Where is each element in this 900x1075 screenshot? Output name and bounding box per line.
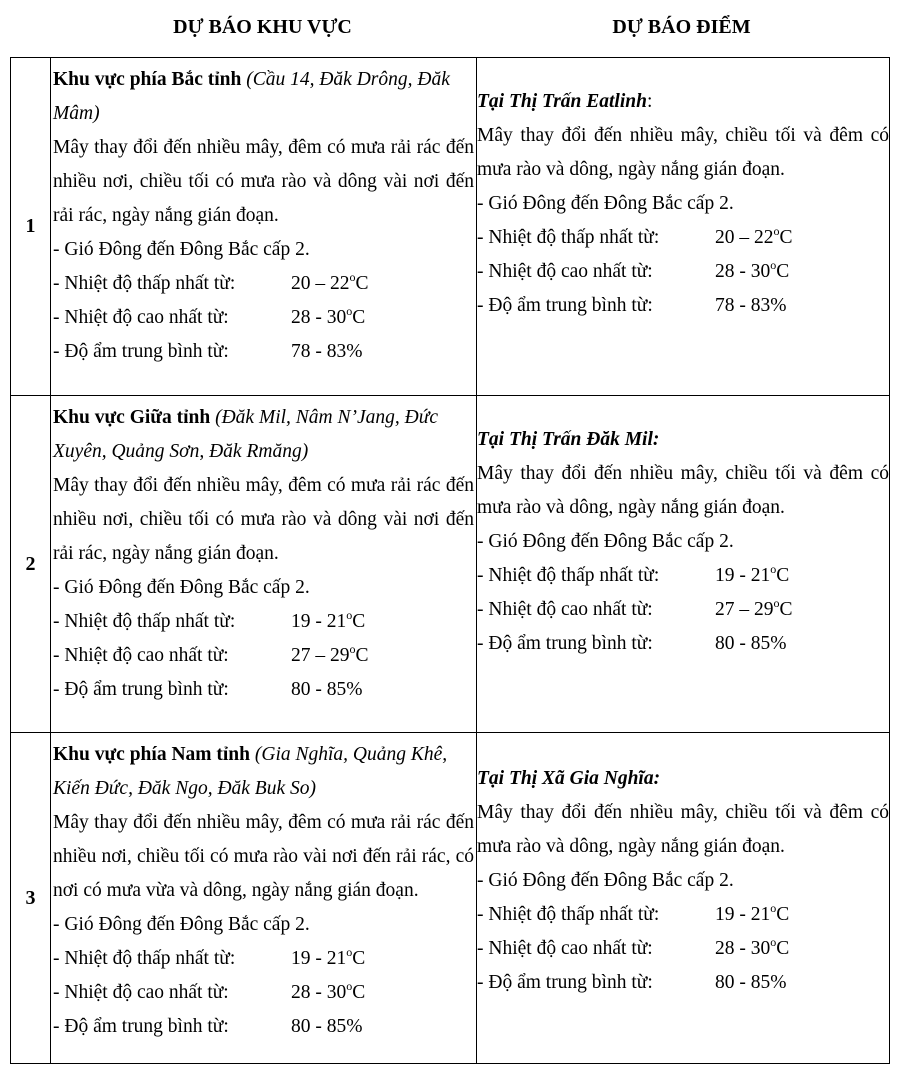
area-forecast-heading: DỰ BÁO KHU VỰC — [173, 16, 352, 38]
area-description: Mây thay đổi đến nhiều mây, đêm có mưa rải rác đến nhiều nơi, chiều tối có mưa rào và dông vài nơi đến rải rác, ngày nắng gián đoạn. — [53, 137, 474, 226]
point-forecast-cell — [477, 396, 890, 733]
max-temp-line: - Nhiệt độ cao nhất từ: 28 - 30$^o$C — [477, 258, 790, 282]
area-heading — [53, 401, 474, 469]
table-row — [11, 58, 890, 396]
point-description: Mây thay đổi đến nhiều mây, chiều tối và đêm có mưa rào và dông, ngày nắng gián đoạn. — [477, 802, 889, 857]
humidity-line: - Độ ẩm trung bình từ: 78 - 83% — [53, 341, 363, 362]
area-heading — [53, 738, 474, 806]
wind-line: - Gió Đông đến Đông Bắc cấp 2. — [477, 193, 734, 214]
wind-line: - Gió Đông đến Đông Bắc cấp 2. — [477, 870, 734, 891]
point-description: Mây thay đổi đến nhiều mây, chiều tối và đêm có mưa rào và dông, ngày nắng gián đoạn. — [477, 125, 889, 180]
point-forecast-cell — [477, 58, 890, 396]
wind-line: - Gió Đông đến Đông Bắc cấp 2. — [53, 239, 310, 260]
row-number: 2 — [11, 396, 51, 733]
wind-line: - Gió Đông đến Đông Bắc cấp 2. — [477, 531, 734, 552]
point-heading: Tại Thị Trấn Đăk Mil: — [477, 429, 660, 450]
area-heading — [53, 63, 474, 131]
area-title: Khu vực phía Nam tỉnh — [53, 744, 250, 765]
point-forecast-heading: DỰ BÁO ĐIỂM — [612, 16, 751, 38]
wind-line: - Gió Đông đến Đông Bắc cấp 2. — [53, 914, 310, 935]
area-title: Khu vực Giữa tỉnh — [53, 407, 211, 428]
humidity-line: - Độ ẩm trung bình từ: 80 - 85% — [477, 972, 787, 993]
max-temp-line: - Nhiệt độ cao nhất từ: 27 – 29$^o$C — [477, 596, 793, 620]
area-forecast-cell — [51, 733, 477, 1064]
min-temp-line: - Nhiệt độ thấp nhất từ: 19 - 21$^o$C — [477, 901, 790, 925]
humidity-line: - Độ ẩm trung bình từ: 80 - 85% — [53, 1016, 363, 1037]
max-temp-line: - Nhiệt độ cao nhất từ: 27 – 29$^o$C — [53, 642, 369, 666]
humidity-line: - Độ ẩm trung bình từ: 78 - 83% — [477, 295, 787, 316]
point-forecast-cell — [477, 733, 890, 1064]
area-forecast-cell — [51, 396, 477, 733]
area-description: Mây thay đổi đến nhiều mây, đêm có mưa rải rác đến nhiều nơi, chiều tối có mưa rào vài nơi đến rải rác, có nơi có mưa vừa và dông, ngày nắng gián đoạn. — [53, 812, 474, 901]
min-temp-line: - Nhiệt độ thấp nhất từ: 19 - 21$^o$C — [53, 945, 366, 969]
row-number: 3 — [11, 733, 51, 1064]
area-description: Mây thay đổi đến nhiều mây, đêm có mưa rải rác đến nhiều nơi, chiều tối có mưa rào và dông vài nơi đến rải rác, ngày nắng gián đoạn. — [53, 475, 474, 564]
humidity-line: - Độ ẩm trung bình từ: 80 - 85% — [53, 679, 363, 700]
row-number: 1 — [11, 58, 51, 396]
point-description: Mây thay đổi đến nhiều mây, chiều tối và đêm có mưa rào và dông, ngày nắng gián đoạn. — [477, 463, 889, 518]
area-forecast-cell — [51, 58, 477, 396]
min-temp-line: - Nhiệt độ thấp nhất từ: 19 - 21$^o$C — [477, 562, 790, 586]
table-row — [11, 733, 890, 1064]
min-temp-line: - Nhiệt độ thấp nhất từ: 20 – 22$^o$C — [477, 224, 793, 248]
max-temp-line: - Nhiệt độ cao nhất từ: 28 - 30$^o$C — [53, 304, 366, 328]
humidity-line: - Độ ẩm trung bình từ: 80 - 85% — [477, 633, 787, 654]
area-locations: (Cầu 14, Đăk Drông, Đăk Mâm) — [53, 69, 450, 124]
table-header — [0, 16, 900, 44]
min-temp-line: - Nhiệt độ thấp nhất từ: 20 – 22$^o$C — [53, 270, 369, 294]
wind-line: - Gió Đông đến Đông Bắc cấp 2. — [53, 577, 310, 598]
point-heading: Tại Thị Xã Gia Nghĩa: — [477, 768, 661, 789]
forecast-table — [10, 57, 890, 1064]
max-temp-line: - Nhiệt độ cao nhất từ: 28 - 30$^o$C — [53, 979, 366, 1003]
table-row — [11, 396, 890, 733]
point-heading: Tại Thị Trấn Eatlinh: — [477, 91, 653, 112]
area-title: Khu vực phía Bắc tỉnh — [53, 69, 242, 90]
area-locations: (Gia Nghĩa, Quảng Khê, Kiến Đức, Đăk Ngo, Đăk Buk So) — [53, 744, 448, 799]
min-temp-line: - Nhiệt độ thấp nhất từ: 19 - 21$^o$C — [53, 608, 366, 632]
area-locations: (Đăk Mil, Nâm N’Jang, Đức Xuyên, Quảng Sơn, Đăk Rmăng) — [53, 407, 439, 462]
max-temp-line: - Nhiệt độ cao nhất từ: 28 - 30$^o$C — [477, 935, 790, 959]
